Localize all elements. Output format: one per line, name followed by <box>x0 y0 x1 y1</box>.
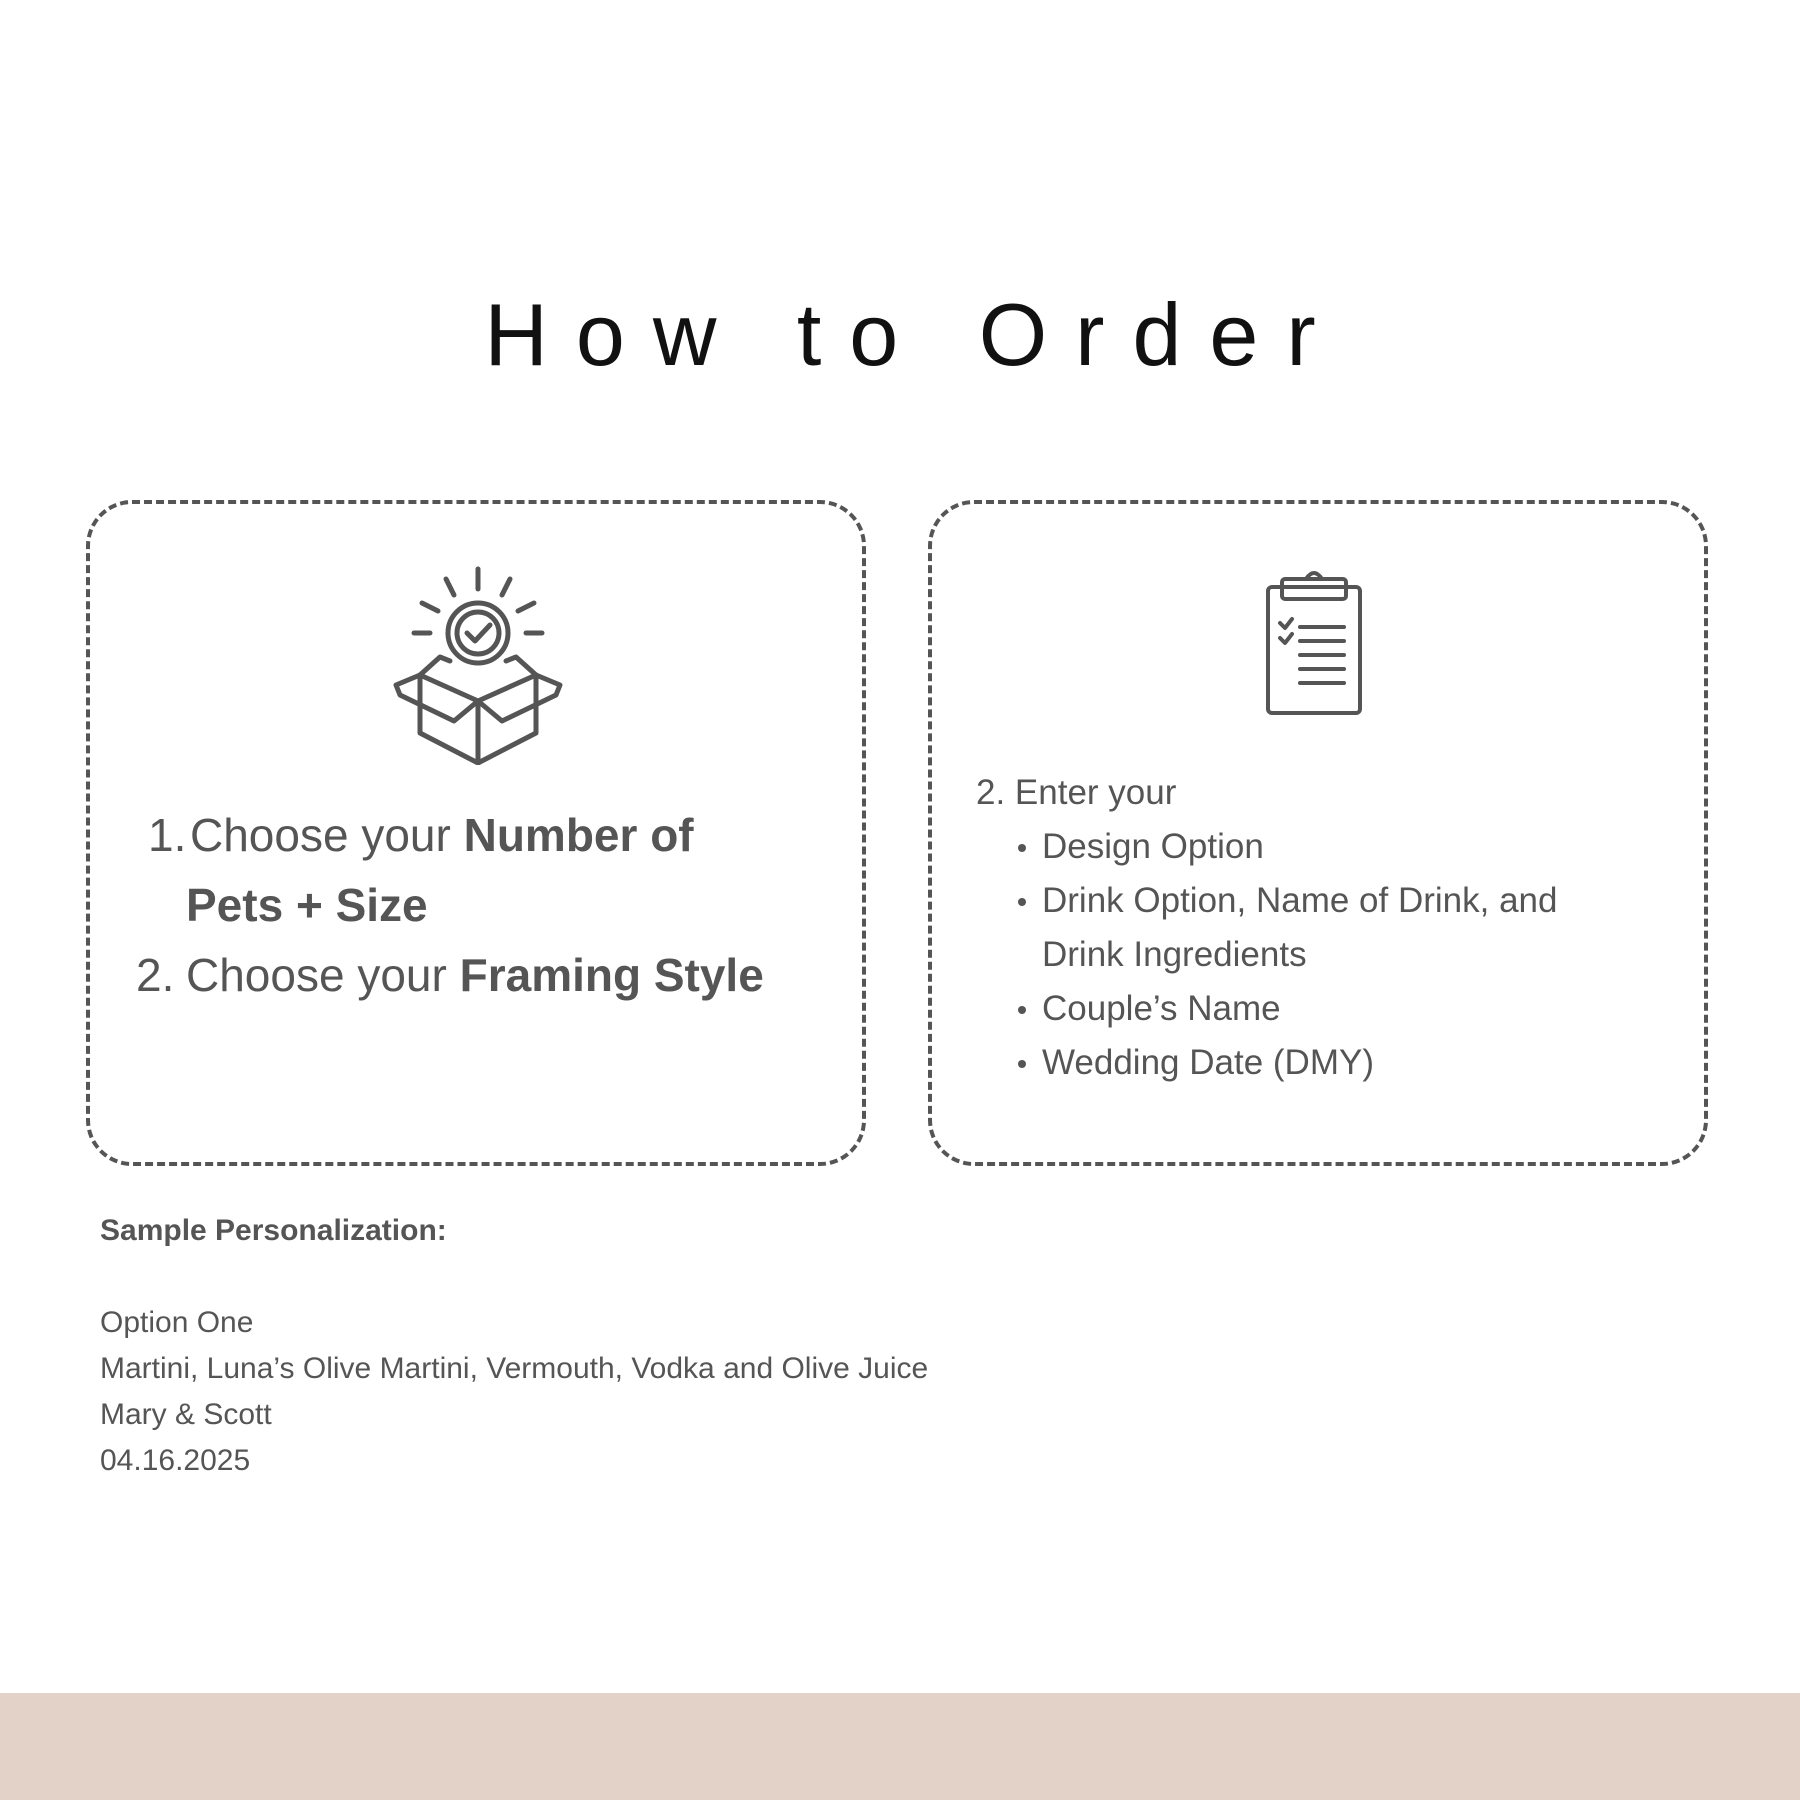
detail-list <box>976 820 1642 1090</box>
page-title: How to Order <box>484 285 1344 384</box>
step-2 <box>136 940 764 1010</box>
box-checkmark-icon <box>390 565 566 765</box>
sample-line: 04.16.2025 <box>100 1444 251 1477</box>
list-item: Wedding Date (DMY) <box>976 1036 1642 1090</box>
sample-line: Mary & Scott <box>100 1398 272 1431</box>
sample-personalization <box>100 1208 928 1484</box>
enter-details <box>976 766 1642 1090</box>
step-bold-text: Framing Style <box>459 949 764 1001</box>
sample-line: Option One <box>100 1306 254 1339</box>
sample-line: Martini, Luna’s Olive Martini, Vermouth, Vodka and Olive Juice <box>100 1352 929 1385</box>
step-text: Choose your <box>190 809 451 861</box>
step-number: 2. <box>136 949 175 1001</box>
sample-heading: Sample Personalization: <box>100 1214 447 1247</box>
order-steps <box>136 800 764 1010</box>
step-number: 1. <box>148 809 187 861</box>
list-item: Design Option <box>976 820 1642 874</box>
step-text: Choose your <box>186 949 447 1001</box>
clipboard-checklist-icon <box>1262 565 1366 717</box>
step-bold-text: Number of <box>463 809 694 861</box>
list-item: Drink Option, Name of Drink, and Drink Ingredients <box>976 874 1642 982</box>
list-item: Couple’s Name <box>976 982 1642 1036</box>
footer-band <box>0 1693 1800 1800</box>
step-bold-text: Pets + Size <box>186 879 428 931</box>
enter-lead: 2. Enter your <box>976 773 1177 812</box>
step-1 <box>136 800 764 940</box>
